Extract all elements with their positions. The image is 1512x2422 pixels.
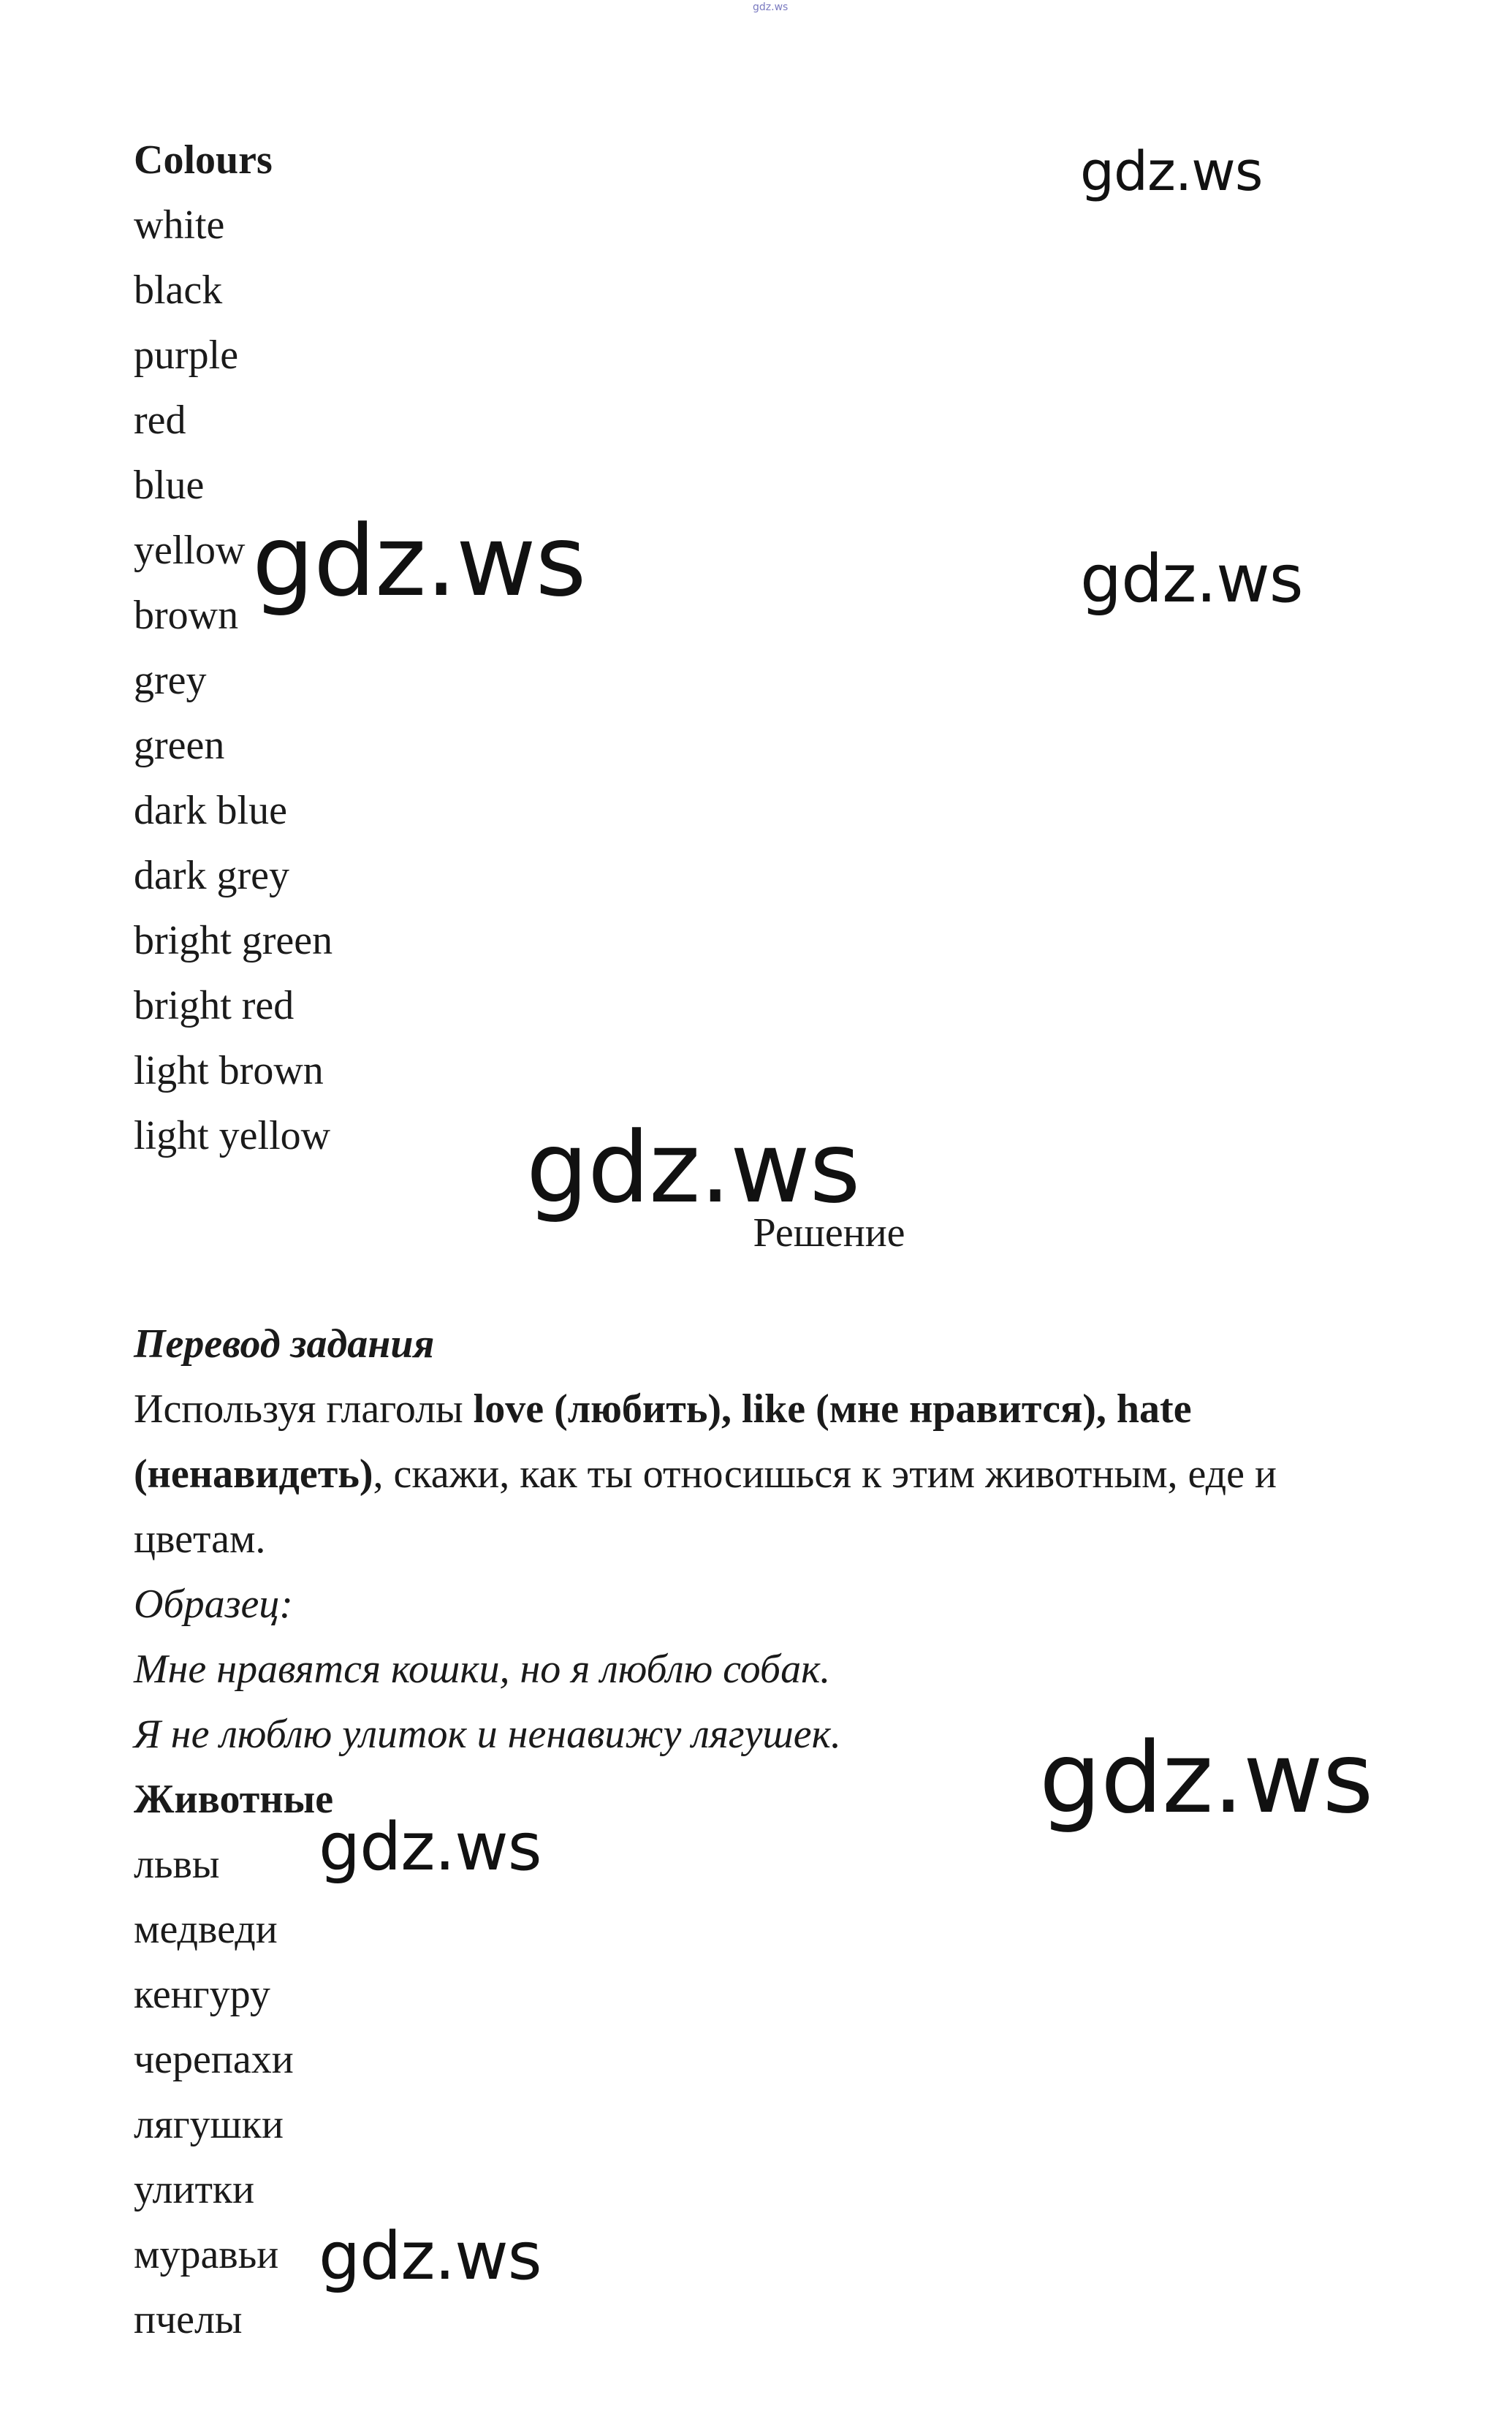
colour-item: green [134,723,225,768]
animals-heading: Животные [134,1777,334,1822]
animal-item: львы [134,1842,220,1887]
watermark-3: gdz.ws [1080,541,1303,618]
colour-item: red [134,398,186,443]
colour-item: dark grey [134,853,290,898]
animal-item: черепахи [134,2037,294,2082]
watermark-6: gdz.ws [319,1809,542,1886]
animal-item: кенгуру [134,1972,270,2017]
translation-line-1: Используя глаголы love (любить), like (мне нравится), hate [134,1386,1192,1432]
animal-item: пчелы [134,2297,243,2342]
animal-item: муравьи [134,2232,279,2277]
translation-block [134,1312,1391,1767]
colours-list [134,128,333,1169]
solution-label: Решение [753,1210,905,1256]
colour-item: light yellow [134,1113,331,1158]
colours-heading: Colours [134,137,273,183]
example-sentence-1: Мне нравятся кошки, но я люблю собак. [134,1647,831,1692]
translation-line-3: цветам. [134,1516,266,1562]
watermark-7: gdz.ws [319,2218,542,2295]
watermark-small: gdz.ws [753,1,789,13]
example-label: Образец: [134,1582,293,1627]
watermark-4: gdz.ws [526,1111,860,1225]
colour-item: yellow [134,528,246,573]
colour-item: white [134,202,225,248]
watermark-1: gdz.ws [1080,140,1263,203]
animal-item: медведи [134,1907,278,1952]
colour-item: bright red [134,983,295,1028]
animals-list [134,1767,333,2353]
animal-item: лягушки [134,2102,284,2147]
animal-item: улитки [134,2167,255,2212]
example-sentence-2: Я не люблю улиток и ненавижу лягушек. [134,1712,841,1757]
colour-item: dark blue [134,788,287,833]
colour-item: light brown [134,1048,324,1093]
colour-item: bright green [134,918,333,963]
colour-item: purple [134,333,239,378]
colour-item: grey [134,658,207,703]
colour-item: black [134,267,223,313]
translation-heading: Перевод задания [134,1321,435,1367]
translation-line-2: (ненавидеть), скажи, как ты относишься к этим животным, еде и [134,1451,1277,1497]
colour-item: brown [134,593,239,638]
watermark-2: gdz.ws [252,504,586,618]
watermark-5: gdz.ws [1039,1721,1373,1835]
colour-item: blue [134,463,205,508]
